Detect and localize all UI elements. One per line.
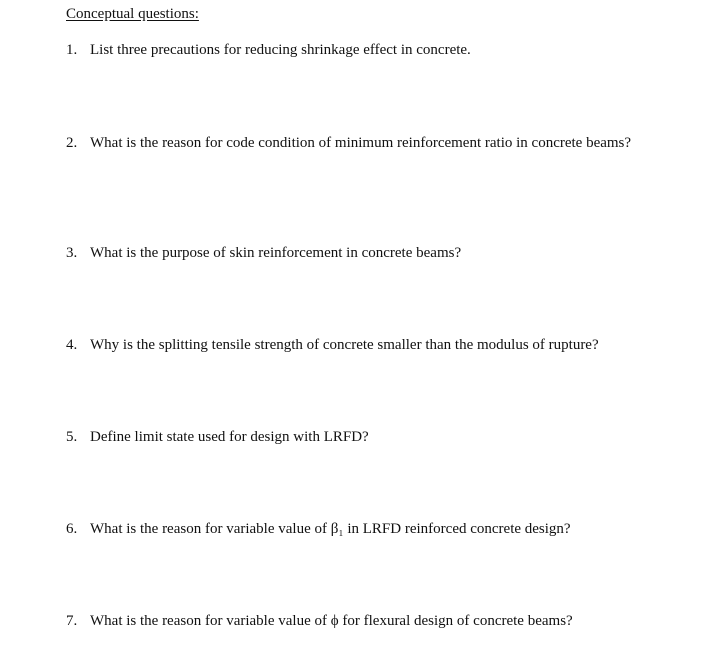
question-number: 5. bbox=[66, 429, 78, 445]
question-item bbox=[66, 336, 656, 354]
question-text: What is the purpose of skin reinforcement in concrete beams? bbox=[90, 245, 462, 261]
question-number: 3. bbox=[66, 245, 78, 261]
question-text: What is the reason for variable value of ϕ for flexural design of concrete beams? bbox=[90, 613, 573, 629]
question-item bbox=[66, 244, 656, 262]
question-item bbox=[66, 520, 656, 538]
question-number: 6. bbox=[66, 521, 78, 537]
section-heading: Conceptual questions: bbox=[66, 6, 199, 22]
question-item bbox=[66, 134, 656, 152]
question-number: 2. bbox=[66, 135, 78, 151]
question-text: What is the reason for variable value of β₁ in LRFD reinforced concrete design? bbox=[90, 521, 571, 537]
question-text: What is the reason for code condition of minimum reinforcement ratio in concrete beams? bbox=[90, 135, 632, 151]
question-number: 7. bbox=[66, 613, 78, 629]
question-text: Why is the splitting tensile strength of concrete smaller than the modulus of rupture? bbox=[90, 337, 599, 353]
question-text: Define limit state used for design with LRFD? bbox=[90, 429, 369, 445]
question-number: 1. bbox=[66, 42, 78, 58]
question-item bbox=[66, 428, 656, 446]
question-text: List three precautions for reducing shrinkage effect in concrete. bbox=[90, 42, 471, 58]
question-item bbox=[66, 41, 656, 59]
question-number: 4. bbox=[66, 337, 78, 353]
question-item bbox=[66, 612, 656, 630]
